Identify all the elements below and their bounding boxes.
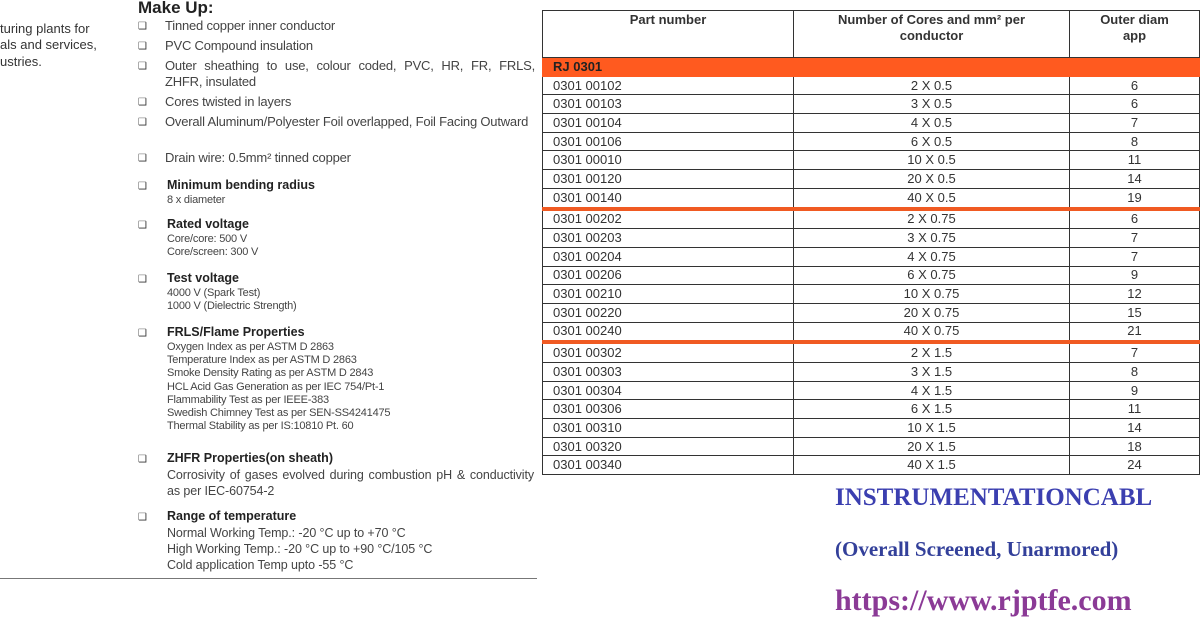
cell-part: 0301 00206 xyxy=(543,266,794,285)
table-row xyxy=(543,151,1200,170)
footer-subtitle: (Overall Screened, Unarmored) xyxy=(835,537,1119,561)
table-row xyxy=(543,303,1200,322)
table-row xyxy=(543,188,1200,208)
cell-part: 0301 00320 xyxy=(543,437,794,456)
section-line: Flammability Test as per IEEE-383 xyxy=(167,393,329,406)
cell-cores: 20 X 0.5 xyxy=(794,170,1070,189)
cell-part: 0301 00303 xyxy=(543,363,794,382)
bullet-icon: ❑ xyxy=(138,181,147,192)
table-row xyxy=(543,285,1200,304)
section-line: 8 x diameter xyxy=(167,194,226,206)
section-line: Temperature Index as per ASTM D 2863 xyxy=(167,354,357,367)
cell-cores: 4 X 0.75 xyxy=(794,247,1070,266)
cell-diameter: 9 xyxy=(1070,266,1200,285)
parts-table xyxy=(542,10,1200,475)
table-row xyxy=(543,247,1200,266)
table-row xyxy=(543,114,1200,133)
cell-cores: 40 X 1.5 xyxy=(794,456,1070,475)
table-row xyxy=(543,266,1200,285)
cell-cores: 2 X 1.5 xyxy=(794,342,1070,362)
table-row xyxy=(543,400,1200,419)
section-line: HCL Acid Gas Generation as per IEC 754/Pt-1 xyxy=(167,380,385,393)
cell-part: 0301 00104 xyxy=(543,114,794,133)
table-row xyxy=(543,456,1200,475)
section-title: Test voltage xyxy=(167,271,240,285)
cell-cores: 4 X 1.5 xyxy=(794,381,1070,400)
cell-part: 0301 00106 xyxy=(543,132,794,151)
footer-title: INSTRUMENTATIONCABL xyxy=(835,484,1153,511)
makeup-item: PVC Compound insulation xyxy=(165,38,313,53)
cell-cores: 10 X 0.5 xyxy=(794,151,1070,170)
bullet-icon: ❑ xyxy=(138,21,147,32)
cell-cores: 10 X 1.5 xyxy=(794,419,1070,438)
cell-diameter: 7 xyxy=(1070,247,1200,266)
cell-cores: 3 X 0.5 xyxy=(794,95,1070,114)
makeup-item: Drain wire: 0.5mm² tinned copper xyxy=(165,150,351,165)
cell-part: 0301 00103 xyxy=(543,95,794,114)
makeup-item: Tinned copper inner conductor xyxy=(165,18,336,33)
cell-part: 0301 00204 xyxy=(543,247,794,266)
section-line: Swedish Chimney Test as per SEN-SS4241475 xyxy=(167,407,391,419)
section-line: Oxygen Index as per ASTM D 2863 xyxy=(167,341,334,353)
section-line: Normal Working Temp.: -20 °C up to +70 °C xyxy=(167,526,406,540)
cell-diameter: 11 xyxy=(1070,400,1200,419)
cell-part: 0301 00240 xyxy=(543,322,794,342)
cell-cores: 4 X 0.5 xyxy=(794,114,1070,133)
cell-part: 0301 00203 xyxy=(543,229,794,248)
table-row xyxy=(543,170,1200,189)
header-outer-diameter: Outer diam app xyxy=(1070,11,1200,58)
header-part-number: Part number xyxy=(543,11,794,58)
cell-diameter: 6 xyxy=(1070,209,1200,229)
cell-part: 0301 00140 xyxy=(543,188,794,208)
cell-cores: 6 X 0.75 xyxy=(794,266,1070,285)
cell-diameter: 11 xyxy=(1070,151,1200,170)
table-row xyxy=(543,132,1200,151)
makeup-item: Cores twisted in layers xyxy=(165,94,292,109)
cell-part: 0301 00202 xyxy=(543,209,794,229)
makeup-item: Outer sheathing to use, colour coded, PVC, HR, FR, FRLS, ZHFR, insulated xyxy=(165,58,535,89)
cell-diameter: 14 xyxy=(1070,419,1200,438)
cell-diameter: 7 xyxy=(1070,114,1200,133)
table-row xyxy=(543,419,1200,438)
cell-cores: 6 X 0.5 xyxy=(794,132,1070,151)
table-row xyxy=(543,437,1200,456)
intro-line: als and services, xyxy=(0,37,97,52)
makeup-heading: Make Up: xyxy=(138,0,214,17)
table-row xyxy=(543,209,1200,229)
cell-part: 0301 00120 xyxy=(543,170,794,189)
cell-part: 0301 00340 xyxy=(543,456,794,475)
cell-diameter: 6 xyxy=(1070,95,1200,114)
cell-part: 0301 00010 xyxy=(543,151,794,170)
cell-cores: 20 X 0.75 xyxy=(794,303,1070,322)
section-line: High Working Temp.: -20 °C up to +90 °C/105 °C xyxy=(167,542,433,556)
table-row xyxy=(543,95,1200,114)
section-title: Rated voltage xyxy=(167,217,249,231)
cell-diameter: 7 xyxy=(1070,229,1200,248)
section-line: Thermal Stability as per IS:10810 Pt. 60 xyxy=(167,420,354,433)
table-row xyxy=(543,76,1200,95)
cell-part: 0301 00302 xyxy=(543,342,794,362)
intro-line: ustries. xyxy=(0,54,42,69)
cell-cores: 20 X 1.5 xyxy=(794,437,1070,456)
cell-cores: 2 X 0.75 xyxy=(794,209,1070,229)
cell-part: 0301 00102 xyxy=(543,76,794,95)
section-line: 1000 V (Dielectric Strength) xyxy=(167,300,297,313)
cell-cores: 10 X 0.75 xyxy=(794,285,1070,304)
cell-part: 0301 00306 xyxy=(543,400,794,419)
bullet-icon: ❑ xyxy=(138,220,147,231)
cell-diameter: 24 xyxy=(1070,456,1200,475)
bullet-icon: ❑ xyxy=(138,117,147,128)
cell-diameter: 6 xyxy=(1070,76,1200,95)
section-line: Cold application Temp upto -55 °C xyxy=(167,558,354,572)
section-title: ZHFR Properties(on sheath) xyxy=(167,451,333,465)
bullet-icon: ❑ xyxy=(138,153,147,164)
makeup-item: Overall Aluminum/Polyester Foil overlapped, Foil Facing Outward xyxy=(165,114,529,129)
section-line: 4000 V (Spark Test) xyxy=(167,287,261,299)
group-row xyxy=(543,58,1200,77)
header-cores: Number of Cores and mm² per conductor xyxy=(794,11,1070,58)
bullet-icon: ❑ xyxy=(138,274,147,285)
table-row xyxy=(543,363,1200,382)
table-row xyxy=(543,322,1200,342)
section-line: Smoke Density Rating as per ASTM D 2843 xyxy=(167,367,374,380)
cell-diameter: 18 xyxy=(1070,437,1200,456)
cell-diameter: 8 xyxy=(1070,132,1200,151)
section-line: Core/screen: 300 V xyxy=(167,246,259,259)
bullet-icon: ❑ xyxy=(138,97,147,108)
cell-cores: 40 X 0.75 xyxy=(794,322,1070,342)
cell-diameter: 7 xyxy=(1070,342,1200,362)
cell-diameter: 12 xyxy=(1070,285,1200,304)
bullet-icon: ❑ xyxy=(138,512,147,523)
cell-diameter: 14 xyxy=(1070,170,1200,189)
section-line: Core/core: 500 V xyxy=(167,233,247,245)
table-row xyxy=(543,381,1200,400)
cell-cores: 40 X 0.5 xyxy=(794,188,1070,208)
group-label: RJ 0301 xyxy=(543,58,1200,77)
cell-diameter: 8 xyxy=(1070,363,1200,382)
cell-cores: 2 X 0.5 xyxy=(794,76,1070,95)
cell-diameter: 21 xyxy=(1070,322,1200,342)
cell-diameter: 19 xyxy=(1070,188,1200,208)
cell-cores: 3 X 1.5 xyxy=(794,363,1070,382)
table-row xyxy=(543,229,1200,248)
divider xyxy=(0,578,537,579)
bullet-icon: ❑ xyxy=(138,454,147,465)
cell-part: 0301 00220 xyxy=(543,303,794,322)
cell-cores: 3 X 0.75 xyxy=(794,229,1070,248)
bullet-icon: ❑ xyxy=(138,61,147,72)
cell-part: 0301 00310 xyxy=(543,419,794,438)
cell-diameter: 15 xyxy=(1070,303,1200,322)
section-title: Range of temperature xyxy=(167,509,297,523)
bullet-icon: ❑ xyxy=(138,328,147,339)
cell-part: 0301 00304 xyxy=(543,381,794,400)
footer-url[interactable]: https://www.rjptfe.com xyxy=(835,584,1132,617)
cell-diameter: 9 xyxy=(1070,381,1200,400)
cell-cores: 6 X 1.5 xyxy=(794,400,1070,419)
section-title: FRLS/Flame Properties xyxy=(167,325,305,339)
cell-part: 0301 00210 xyxy=(543,285,794,304)
bullet-icon: ❑ xyxy=(138,41,147,52)
intro-line: turing plants for xyxy=(0,21,90,36)
table-row xyxy=(543,342,1200,362)
section-line: Corrosivity of gases evolved during combustion pH & conductivity as per IEC-60754-2 xyxy=(167,468,534,498)
section-title: Minimum bending radius xyxy=(167,178,315,192)
